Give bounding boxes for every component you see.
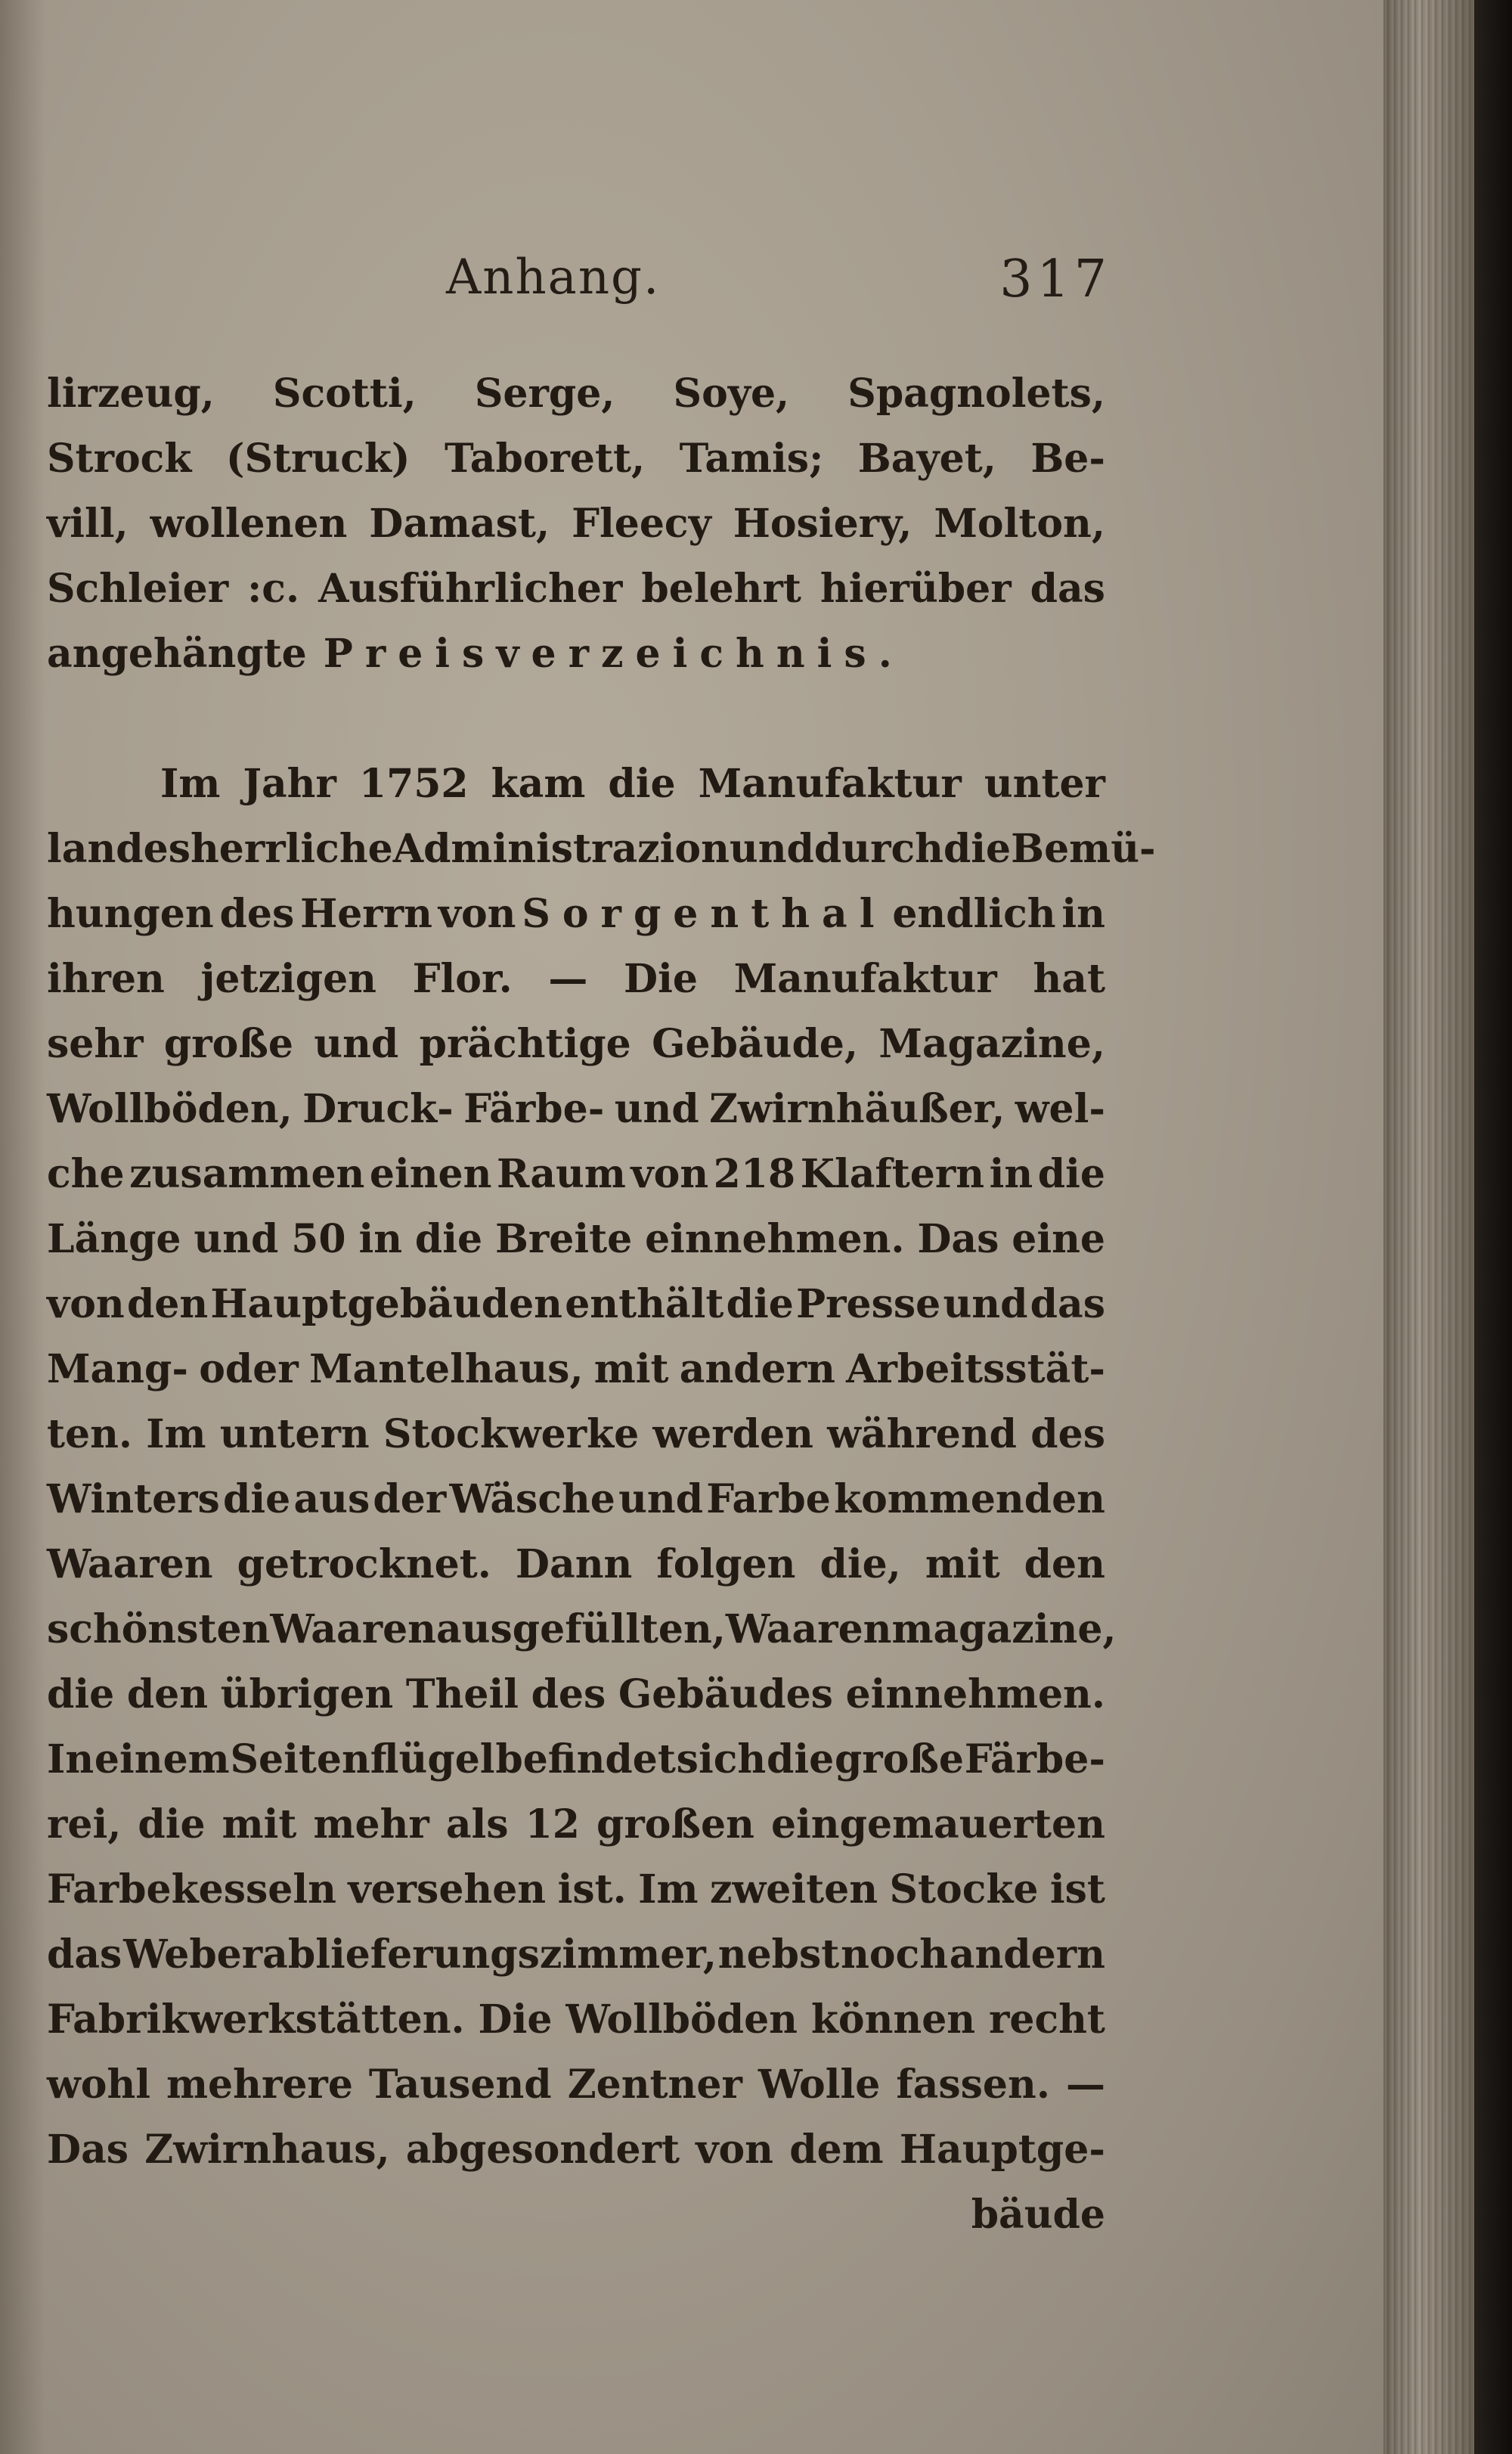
- word: und: [943, 1281, 1028, 1327]
- word: den: [1024, 1541, 1105, 1587]
- word: von: [47, 1281, 125, 1327]
- word: fassen.: [896, 2062, 1050, 2108]
- word: einem: [94, 1736, 230, 1782]
- word: während: [827, 1411, 1018, 1457]
- word: 12: [525, 1801, 580, 1847]
- word: Ausführlicher: [318, 566, 623, 612]
- word: Mantelhaus,: [308, 1346, 584, 1392]
- word: und: [614, 1086, 699, 1132]
- text-line: [47, 622, 1105, 687]
- word: die: [223, 1476, 291, 1522]
- paragraph-2: [47, 752, 1156, 2183]
- word: Spagnolets,: [847, 371, 1105, 417]
- word: Die: [478, 1996, 553, 2043]
- word: des: [531, 1671, 606, 1717]
- word: Stockwerke: [383, 1411, 640, 1457]
- word: angehängte: [47, 631, 307, 677]
- word: das: [47, 1931, 122, 1978]
- word: Molton,: [934, 501, 1105, 547]
- word: Damast,: [369, 501, 550, 547]
- word: jetzigen: [200, 956, 376, 1002]
- word: Soye,: [673, 371, 790, 417]
- word: wel‑: [1015, 1086, 1105, 1132]
- word: landesherrliche: [47, 826, 393, 872]
- word: und: [729, 826, 814, 872]
- word: Weberablieferungszimmer,: [123, 1931, 717, 1978]
- word: einnehmen.: [645, 1216, 905, 1262]
- text-line: [47, 557, 1105, 622]
- word: die: [414, 1216, 483, 1262]
- word: große: [163, 1021, 293, 1067]
- word: noch: [841, 1931, 949, 1978]
- word: von: [438, 891, 516, 937]
- word: werden: [652, 1411, 813, 1457]
- word: einnehmen.: [845, 1671, 1105, 1717]
- word: in: [989, 1151, 1033, 1197]
- catchword: bäude: [971, 2192, 1105, 2238]
- word: Manufaktur: [698, 761, 962, 807]
- word: Herrn: [300, 891, 432, 937]
- text-line: [47, 1142, 1105, 1207]
- word: die: [608, 761, 676, 807]
- word: das: [1030, 566, 1105, 612]
- word: versehen: [348, 1866, 547, 1913]
- word: Preisverzeichnis.: [323, 631, 904, 677]
- word: den: [126, 1281, 209, 1327]
- page-number: 317: [999, 250, 1111, 309]
- word: Raum: [496, 1151, 626, 1197]
- word: Sorgenthal: [522, 891, 887, 937]
- word: oder: [199, 1346, 299, 1392]
- word: Zwirnhäußer,: [709, 1086, 1005, 1132]
- word: von: [631, 1151, 709, 1197]
- text-line: [47, 1922, 1105, 1987]
- word: Bemü‑: [1011, 826, 1156, 872]
- word: in: [1061, 891, 1105, 937]
- word: Fabrikwerkstätten.: [47, 1996, 465, 2043]
- book-cover-edge: [1474, 0, 1512, 2454]
- word: wollenen: [150, 501, 348, 547]
- paragraph-1: [47, 361, 1105, 687]
- word: Stocke: [889, 1866, 1039, 1913]
- word: und: [194, 1216, 279, 1262]
- text-line: [47, 1987, 1105, 2052]
- word: Arbeitsstät‑: [846, 1346, 1105, 1392]
- word: Waaren: [270, 1606, 436, 1652]
- word: sehr: [47, 1021, 144, 1067]
- word: rei,: [47, 1801, 122, 1847]
- word: Wäsche: [449, 1476, 615, 1522]
- text-line: [47, 947, 1105, 1012]
- word: Im: [160, 761, 221, 807]
- text-line: [47, 1662, 1105, 1727]
- word: Administrazion: [392, 826, 730, 872]
- word: Klaftern: [800, 1151, 985, 1197]
- word: Länge: [47, 1216, 181, 1262]
- word: die: [1037, 1151, 1105, 1197]
- word: den: [126, 1671, 209, 1717]
- word: kam: [491, 761, 586, 807]
- word: übrigen: [220, 1671, 394, 1717]
- word: mit: [222, 1801, 297, 1847]
- page-header: [446, 250, 1111, 333]
- word: und: [618, 1476, 704, 1522]
- text-line: [47, 1207, 1105, 1272]
- text-line: [47, 1012, 1105, 1077]
- word: enthält: [565, 1281, 724, 1327]
- word: lirzeug,: [47, 371, 215, 417]
- word: Schleier: [47, 566, 229, 612]
- text-line: [47, 1077, 1105, 1142]
- word: zusammen: [129, 1151, 365, 1197]
- word: recht: [988, 1996, 1105, 2043]
- word: Fleecy: [572, 501, 711, 547]
- word: Im: [146, 1411, 206, 1457]
- word: Mang‑: [47, 1346, 189, 1392]
- text-line: [47, 1792, 1105, 1857]
- text-line: [47, 1467, 1105, 1532]
- word: endlich: [892, 891, 1056, 937]
- word: die: [766, 1736, 835, 1782]
- word: großen: [596, 1801, 754, 1847]
- word: Flor.: [412, 956, 513, 1002]
- word: sich: [676, 1736, 767, 1782]
- word: Gebäudes: [618, 1671, 833, 1717]
- word: die,: [820, 1541, 901, 1587]
- word: in: [358, 1216, 403, 1262]
- word: dem: [789, 2127, 884, 2173]
- word: Jahr: [243, 761, 336, 807]
- word: die: [943, 826, 1012, 872]
- word: aus: [293, 1476, 370, 1522]
- word: Farbekesseln: [47, 1866, 336, 1913]
- text-line: [47, 1532, 1105, 1597]
- word: prächtige: [419, 1021, 631, 1067]
- word: kommenden: [834, 1476, 1105, 1522]
- word: In: [47, 1736, 94, 1782]
- word: Magazine,: [878, 1021, 1105, 1067]
- word: große: [834, 1736, 964, 1782]
- word: Gebäude,: [652, 1021, 858, 1067]
- word: schönsten: [47, 1606, 271, 1652]
- word: zweiten: [709, 1866, 878, 1913]
- text-line: [47, 1857, 1105, 1922]
- running-head: Anhang.: [446, 250, 661, 306]
- word: des: [1030, 1411, 1105, 1457]
- word: —: [1065, 2062, 1105, 2108]
- word: die: [138, 1801, 206, 1847]
- word: die: [47, 1671, 115, 1717]
- word: die: [726, 1281, 794, 1327]
- word: mit: [593, 1346, 669, 1392]
- text-line: [47, 817, 1156, 882]
- word: Serge,: [474, 371, 615, 417]
- text-line: [47, 492, 1105, 557]
- word: belehrt: [641, 566, 801, 612]
- word: Dann: [515, 1541, 633, 1587]
- word: che: [47, 1151, 125, 1197]
- text-line: [47, 1727, 1105, 1792]
- text-line: [47, 2052, 1105, 2117]
- word: Das: [917, 1216, 999, 1262]
- word: Tamis;: [679, 436, 824, 482]
- word: Tausend: [368, 2062, 552, 2108]
- page-edges: [1383, 0, 1474, 2454]
- word: können: [810, 1996, 976, 2043]
- word: hungen: [47, 891, 214, 937]
- text-line: [47, 427, 1105, 492]
- text-line: [47, 361, 1105, 427]
- word: wohl: [47, 2062, 151, 2108]
- word: der: [373, 1476, 447, 1522]
- word: Farbe: [706, 1476, 831, 1522]
- word: Druck‑: [302, 1086, 454, 1132]
- word: nebst: [717, 1931, 840, 1978]
- text-line: [47, 1272, 1105, 1337]
- word: Theil: [405, 1671, 519, 1717]
- word: 1752: [358, 761, 469, 807]
- text-line: [47, 1597, 1117, 1662]
- word: Im: [638, 1866, 699, 1913]
- word: Seitenflügel: [230, 1736, 495, 1782]
- word: Hauptgebäuden: [210, 1281, 562, 1327]
- word: durch: [813, 826, 943, 872]
- word: einen: [369, 1151, 492, 1197]
- word: ist.: [557, 1866, 627, 1913]
- word: untern: [219, 1411, 370, 1457]
- word: Färbe‑: [463, 1086, 605, 1132]
- word: 218: [713, 1151, 796, 1197]
- body-text: [47, 361, 1156, 2248]
- word: Zentner: [567, 2062, 742, 2108]
- word: Waaren: [47, 1541, 213, 1587]
- text-line: [47, 1402, 1105, 1467]
- word: Hauptge‑: [899, 2127, 1105, 2173]
- word: eingemauerten: [770, 1801, 1105, 1847]
- word: hat: [1033, 956, 1105, 1002]
- word: das: [1030, 1281, 1105, 1327]
- word: Winters: [47, 1476, 220, 1522]
- word: als: [445, 1801, 509, 1847]
- word: Hosiery,: [733, 501, 912, 547]
- word: des: [219, 891, 295, 937]
- word: Taborett,: [445, 436, 646, 482]
- word: mit: [925, 1541, 1000, 1587]
- word: andern: [949, 1931, 1105, 1978]
- word: —: [548, 956, 588, 1002]
- word: Das: [47, 2127, 129, 2173]
- word: Wollböden,: [47, 1086, 293, 1132]
- word: Bayet,: [857, 436, 996, 482]
- word: :c.: [247, 566, 300, 612]
- word: mehr: [313, 1801, 429, 1847]
- word: Färbe‑: [964, 1736, 1105, 1782]
- word: Scotti,: [272, 371, 417, 417]
- word: Manufaktur: [733, 956, 997, 1002]
- text-line: [47, 882, 1105, 947]
- word: getrocknet.: [237, 1541, 491, 1587]
- word: ten.: [47, 1411, 133, 1457]
- word: vill,: [47, 501, 129, 547]
- word: andern: [679, 1346, 835, 1392]
- text-line: [47, 2117, 1105, 2183]
- word: ihren: [47, 956, 165, 1002]
- word: und: [314, 1021, 399, 1067]
- word: eine: [1012, 1216, 1105, 1262]
- word: folgen: [656, 1541, 796, 1587]
- word: mehrere: [166, 2062, 353, 2108]
- word: Breite: [494, 1216, 633, 1262]
- word: Wolle: [758, 2062, 881, 2108]
- text-line: [47, 1337, 1105, 1402]
- word: 50: [291, 1216, 346, 1262]
- word: (Struck): [225, 436, 411, 482]
- word: Be‑: [1030, 436, 1105, 482]
- word: Die: [624, 956, 698, 1002]
- word: ist: [1049, 1866, 1105, 1913]
- catchword-line: [47, 2183, 1105, 2248]
- word: befindet: [495, 1736, 676, 1782]
- word: hierüber: [820, 566, 1012, 612]
- word: Wollböden: [565, 1996, 798, 2043]
- word: Presse: [796, 1281, 941, 1327]
- text-line: [47, 752, 1105, 817]
- word: von: [696, 2127, 773, 2173]
- word: abgesondert: [405, 2127, 680, 2173]
- word: Strock: [47, 436, 192, 482]
- word: ausgefüllten,: [435, 1606, 726, 1652]
- word: Waarenmagazine,: [725, 1606, 1117, 1652]
- word: unter: [984, 761, 1105, 807]
- word: Zwirnhaus,: [144, 2127, 390, 2173]
